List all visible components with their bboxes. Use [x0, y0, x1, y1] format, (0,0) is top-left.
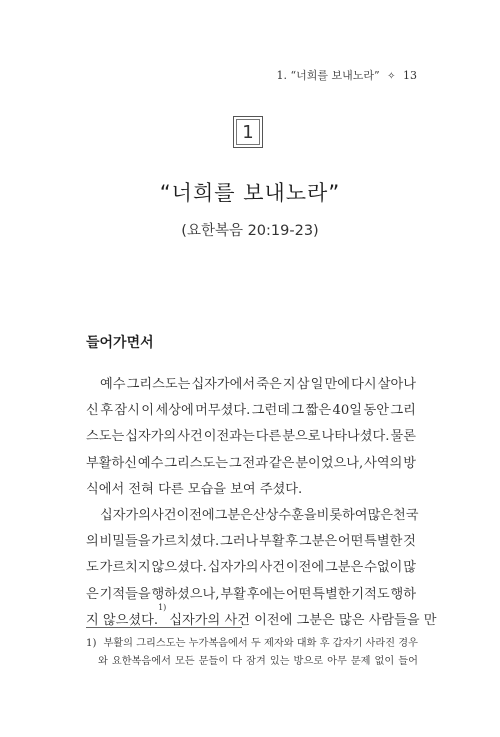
paragraph-line: 은 기적들을 행하셨으나, 부활 후에는 어떤 특별한 기적도 행하	[86, 586, 416, 602]
chapter-title: “너희를 보내노라”	[159, 181, 341, 205]
paragraph-line: 도 가르치지 않으셨다. 십자가의 사건 이전에 그분은 수없이 많	[86, 560, 416, 576]
paragraph-line-tail: 십자가의 사건 이전에 그분은 많은 사람들을 만	[169, 612, 437, 628]
paragraph-line: 식에서 전혀 다른 모습을 보여 주셨다.	[86, 481, 303, 497]
header-chapter-title: “너희를 보내노라”	[290, 69, 380, 82]
paragraph-line	[86, 602, 437, 634]
footnote-reference[interactable]: 1)	[158, 602, 167, 612]
chapter-subtitle: (요한복음 20:19-23)	[181, 223, 319, 239]
ornament-icon: ✧	[387, 71, 396, 82]
paragraph-line: 스도는 십자가의 사건 이전과는 다른 분으로 나타나셨다. 물론	[86, 429, 416, 445]
paragraph-line-head: 지 않으셨다.	[86, 612, 159, 628]
body-text	[86, 372, 437, 634]
footnote-line	[86, 635, 418, 653]
header-chapter-number: 1.	[276, 69, 287, 82]
chapter-number-box	[233, 116, 263, 148]
paragraph-line: 의 비밀들을 가르치셨다. 그러나 부활 후 그분은 어떤 특별한 것	[86, 534, 416, 550]
footnote-line: 와 요한복음에서 모든 문들이 다 잠겨 있는 방으로 아무 문제 없이 들어	[98, 656, 418, 667]
paragraph-line: 부활하신 예수 그리스도는 그 전과 같은 분이었으나, 사역의 방	[86, 455, 416, 471]
running-header	[276, 67, 417, 83]
chapter-number: 1	[242, 121, 254, 143]
footnote-text-1: 부활의 그리스도는 누가복음에서 두 제자와 대화 후 갑자기 사라진 경우	[103, 638, 418, 649]
footnote	[86, 635, 418, 671]
paragraph-line: 신 후 잠시 이 세상에 머무셨다. 그런데 그 짧은 40일 동안 그리	[86, 403, 416, 419]
page-number: 13	[403, 69, 417, 82]
footnote-divider	[86, 627, 242, 628]
section-heading: 들어가면서	[86, 335, 154, 351]
footnote-marker: 1)	[86, 638, 97, 649]
paragraph-line: 십자가의 사건 이전에 그분은 산상수훈을 비롯하여 많은 천국	[100, 508, 419, 524]
paragraph-line: 예수 그리스도는 십자가에서 죽은 지 삼 일 만에 다시 살아나	[100, 377, 416, 392]
